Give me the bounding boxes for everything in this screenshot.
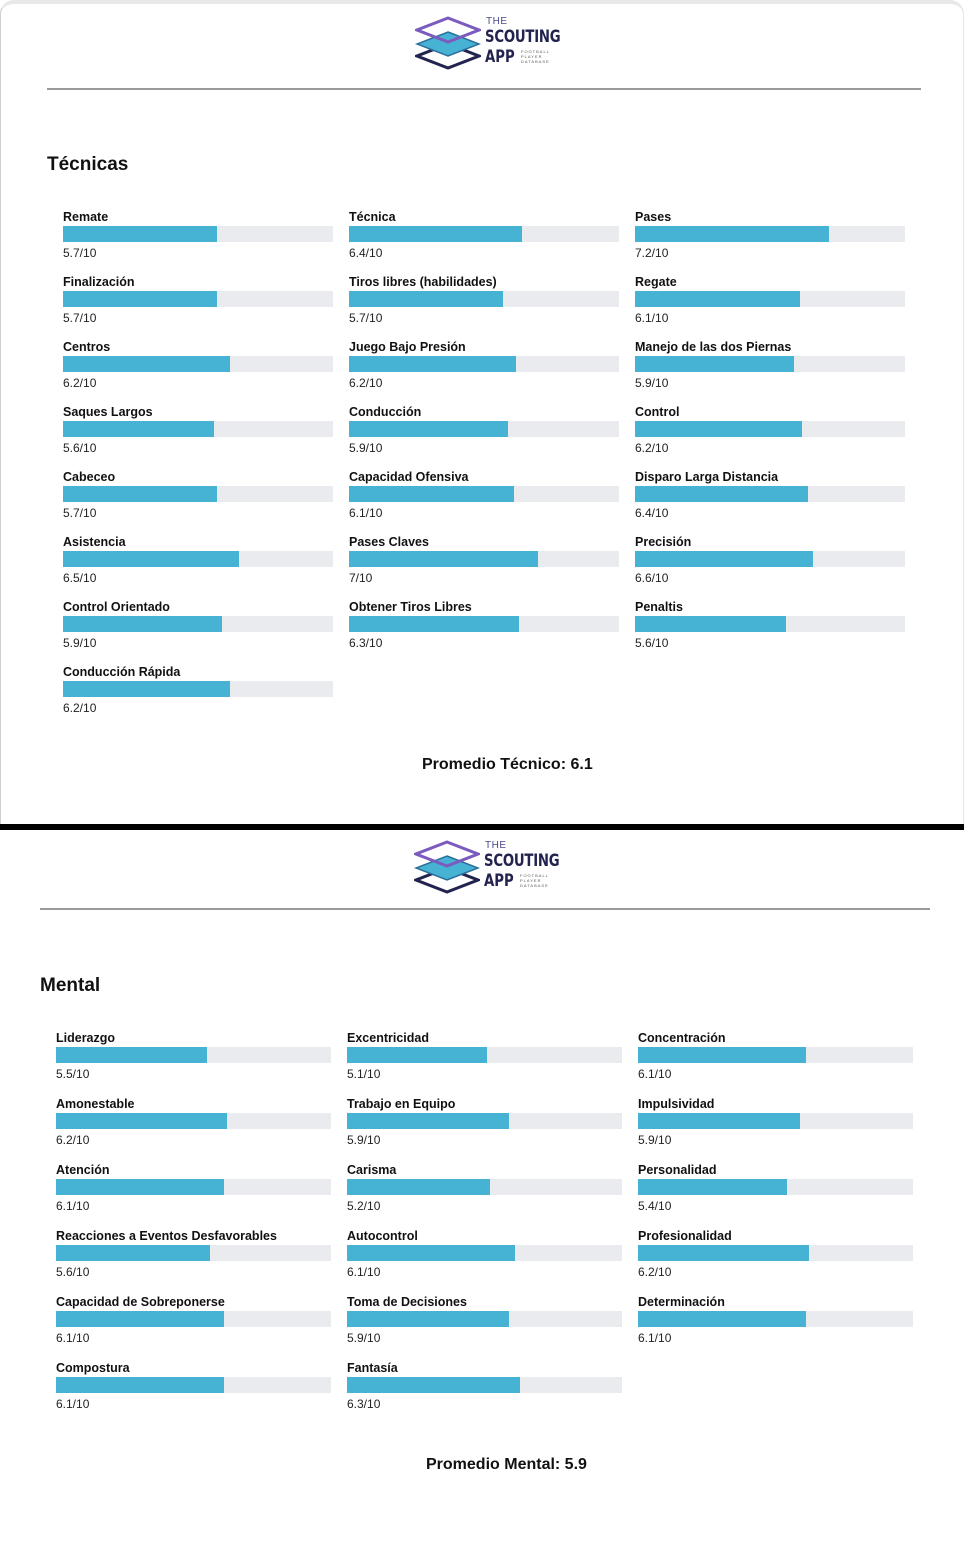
attribute-bar-track — [347, 1047, 622, 1063]
attribute-bar-track — [63, 356, 333, 372]
attribute-name: Atención — [56, 1163, 110, 1177]
attribute-bar-track — [63, 486, 333, 502]
attribute-bar-fill — [635, 551, 813, 567]
attribute-score: 5.9/10 — [63, 636, 97, 650]
attribute-bar-track — [349, 616, 619, 632]
attribute-item — [349, 470, 619, 526]
attribute-score: 6.1/10 — [635, 311, 669, 325]
attribute-item — [63, 535, 333, 591]
attribute-item — [63, 405, 333, 461]
attribute-name: Regate — [635, 275, 677, 289]
attribute-item — [349, 600, 619, 656]
attribute-score: 6.6/10 — [635, 571, 669, 585]
attribute-bar-fill — [635, 356, 794, 372]
attribute-score: 5.5/10 — [56, 1067, 90, 1081]
attribute-bar-track — [63, 681, 333, 697]
attribute-score: 6.2/10 — [63, 701, 97, 715]
attribute-name: Control — [635, 405, 680, 419]
attribute-bar-track — [63, 291, 333, 307]
attribute-bar-fill — [349, 421, 508, 437]
attribute-item — [347, 1295, 622, 1351]
attribute-item — [63, 210, 333, 266]
attribute-bar-track — [56, 1179, 331, 1195]
attribute-bar-fill — [638, 1113, 800, 1129]
attribute-item — [347, 1163, 622, 1219]
attribute-name: Compostura — [56, 1361, 130, 1375]
attribute-name: Concentración — [638, 1031, 726, 1045]
attribute-bar-track — [56, 1047, 331, 1063]
section-title: Técnicas — [47, 154, 129, 175]
logo-scouting: SCOUTING — [485, 27, 561, 47]
attribute-bar-track — [63, 226, 333, 242]
attribute-name: Capacidad de Sobreponerse — [56, 1295, 225, 1309]
attribute-score: 5.7/10 — [63, 311, 97, 325]
attribute-bar-track — [638, 1113, 913, 1129]
logo-the: THE — [486, 16, 508, 27]
attribute-name: Juego Bajo Presión — [349, 340, 466, 354]
attribute-score: 6.1/10 — [56, 1331, 90, 1345]
attribute-name: Liderazgo — [56, 1031, 116, 1045]
attribute-score: 5.7/10 — [349, 311, 383, 325]
attribute-bar-track — [638, 1245, 913, 1261]
attribute-bar-fill — [63, 356, 230, 372]
layers-logo-icon — [414, 838, 480, 894]
attribute-score: 5.4/10 — [638, 1199, 672, 1213]
attribute-name: Determinación — [638, 1295, 725, 1309]
attribute-bar-fill — [635, 616, 786, 632]
attribute-bar-fill — [347, 1113, 509, 1129]
attribute-score: 5.6/10 — [635, 636, 669, 650]
attribute-score: 5.9/10 — [347, 1133, 381, 1147]
attribute-bar-track — [635, 226, 905, 242]
attribute-bar-track — [349, 421, 619, 437]
attribute-name: Amonestable — [56, 1097, 135, 1111]
attribute-item — [349, 210, 619, 266]
attribute-score: 5.9/10 — [638, 1133, 672, 1147]
attribute-name: Disparo Larga Distancia — [635, 470, 779, 484]
attribute-score: 6.4/10 — [349, 246, 383, 260]
attribute-bar-fill — [63, 421, 214, 437]
attribute-item — [56, 1229, 331, 1285]
attribute-name: Penaltis — [635, 600, 683, 614]
attribute-bar-fill — [63, 551, 239, 567]
attribute-item — [638, 1031, 913, 1087]
attribute-name: Precisión — [635, 535, 692, 549]
attribute-bar-fill — [56, 1245, 210, 1261]
attribute-bar-track — [635, 486, 905, 502]
attribute-bar-fill — [347, 1047, 487, 1063]
scouting-app-logo — [414, 838, 560, 894]
attribute-item — [349, 405, 619, 461]
attribute-item — [56, 1163, 331, 1219]
logo-tagline-line: DATABASE — [520, 883, 549, 888]
attribute-name: Impulsividad — [638, 1097, 715, 1111]
attribute-name: Capacidad Ofensiva — [349, 470, 469, 484]
logo-the: THE — [485, 840, 507, 851]
attribute-name: Trabajo en Equipo — [347, 1097, 456, 1111]
attribute-bar-fill — [347, 1245, 515, 1261]
attribute-name: Control Orientado — [63, 600, 170, 614]
attribute-bar-fill — [56, 1377, 224, 1393]
attribute-bar-fill — [349, 356, 516, 372]
attribute-bar-fill — [56, 1113, 227, 1129]
attribute-bar-track — [638, 1047, 913, 1063]
attribute-bar-track — [56, 1377, 331, 1393]
attribute-bar-fill — [56, 1047, 207, 1063]
attribute-bar-track — [349, 486, 619, 502]
attribute-bar-track — [635, 421, 905, 437]
attribute-item — [349, 275, 619, 331]
attribute-name: Manejo de las dos Piernas — [635, 340, 792, 354]
logo-tagline — [521, 49, 550, 64]
attribute-score: 6.2/10 — [63, 376, 97, 390]
attribute-score: 5.1/10 — [347, 1067, 381, 1081]
attribute-bar-fill — [635, 421, 802, 437]
attribute-bar-track — [638, 1179, 913, 1195]
attribute-bar-fill — [63, 486, 217, 502]
page-mental — [0, 830, 964, 1552]
attribute-score: 7/10 — [349, 571, 373, 585]
layers-logo-icon — [415, 14, 481, 70]
attribute-item — [635, 210, 905, 266]
attribute-item — [635, 535, 905, 591]
attribute-name: Conducción Rápida — [63, 665, 181, 679]
attribute-bar-track — [347, 1179, 622, 1195]
logo-tagline — [520, 873, 549, 888]
attribute-name: Obtener Tiros Libres — [349, 600, 472, 614]
attribute-bar-track — [349, 291, 619, 307]
attribute-item — [56, 1295, 331, 1351]
attribute-name: Asistencia — [63, 535, 126, 549]
attribute-bar-track — [56, 1245, 331, 1261]
attribute-bar-track — [347, 1113, 622, 1129]
attribute-bar-track — [349, 356, 619, 372]
attribute-item — [347, 1229, 622, 1285]
attribute-score: 6.1/10 — [56, 1397, 90, 1411]
attribute-bar-fill — [347, 1311, 509, 1327]
attribute-bar-fill — [635, 486, 808, 502]
average-score: Promedio Técnico: 6.1 — [422, 756, 593, 773]
attribute-score: 6.3/10 — [349, 636, 383, 650]
attribute-bar-track — [347, 1377, 622, 1393]
attribute-score: 5.9/10 — [347, 1331, 381, 1345]
attribute-bar-fill — [63, 226, 217, 242]
logo-tagline-line: PLAYER — [520, 878, 542, 883]
attribute-name: Profesionalidad — [638, 1229, 732, 1243]
logo-app: APP — [485, 47, 515, 67]
attribute-bar-track — [349, 226, 619, 242]
attribute-item — [635, 405, 905, 461]
attribute-bar-fill — [349, 486, 514, 502]
attribute-score: 6.1/10 — [56, 1199, 90, 1213]
attribute-score: 5.7/10 — [63, 246, 97, 260]
attribute-bar-track — [56, 1113, 331, 1129]
attribute-bar-track — [349, 551, 619, 567]
attribute-name: Autocontrol — [347, 1229, 418, 1243]
attribute-bar-fill — [635, 226, 829, 242]
attribute-bar-fill — [638, 1311, 806, 1327]
attribute-score: 5.9/10 — [635, 376, 669, 390]
attribute-bar-fill — [347, 1179, 490, 1195]
attribute-score: 5.7/10 — [63, 506, 97, 520]
attribute-bar-track — [635, 551, 905, 567]
attribute-bar-track — [347, 1311, 622, 1327]
attribute-name: Reacciones a Eventos Desfavorables — [56, 1229, 277, 1243]
attribute-item — [635, 340, 905, 396]
attribute-item — [56, 1031, 331, 1087]
attribute-name: Finalización — [63, 275, 135, 289]
attribute-name: Toma de Decisiones — [347, 1295, 467, 1309]
attribute-bar-fill — [635, 291, 800, 307]
attribute-item — [638, 1163, 913, 1219]
attribute-item — [638, 1097, 913, 1153]
attribute-score: 6.4/10 — [635, 506, 669, 520]
attribute-name: Excentricidad — [347, 1031, 429, 1045]
attribute-item — [638, 1229, 913, 1285]
attribute-score: 5.6/10 — [56, 1265, 90, 1279]
attribute-name: Pases Claves — [349, 535, 429, 549]
attribute-score: 6.1/10 — [638, 1331, 672, 1345]
attribute-item — [635, 600, 905, 656]
attribute-bar-track — [635, 291, 905, 307]
attribute-score: 6.1/10 — [638, 1067, 672, 1081]
attribute-score: 6.2/10 — [349, 376, 383, 390]
attribute-name: Cabeceo — [63, 470, 116, 484]
attribute-name: Técnica — [349, 210, 396, 224]
attribute-name: Fantasía — [347, 1361, 398, 1375]
attribute-item — [349, 535, 619, 591]
attribute-bar-track — [638, 1311, 913, 1327]
attribute-bar-fill — [638, 1245, 809, 1261]
attribute-bar-fill — [63, 616, 222, 632]
attribute-bar-fill — [63, 291, 217, 307]
attribute-bar-fill — [638, 1047, 806, 1063]
attribute-item — [347, 1361, 622, 1417]
logo-tagline-line: PLAYER — [521, 54, 543, 59]
average-score: Promedio Mental: 5.9 — [426, 1456, 587, 1473]
attribute-item — [635, 470, 905, 526]
attribute-item — [56, 1361, 331, 1417]
attribute-name: Carisma — [347, 1163, 397, 1177]
logo-tagline-line: FOOTBALL — [520, 873, 549, 878]
attribute-bar-fill — [638, 1179, 787, 1195]
attribute-bar-track — [635, 616, 905, 632]
attribute-name: Centros — [63, 340, 111, 354]
attribute-item — [347, 1097, 622, 1153]
attribute-item — [347, 1031, 622, 1087]
logo-wordmark — [485, 14, 561, 70]
attribute-item — [63, 665, 333, 721]
section-title: Mental — [40, 975, 101, 996]
attribute-item — [56, 1097, 331, 1153]
attribute-bar-track — [347, 1245, 622, 1261]
attribute-name: Personalidad — [638, 1163, 717, 1177]
attribute-bar-fill — [349, 616, 519, 632]
attribute-bar-fill — [349, 551, 538, 567]
attribute-score: 6.1/10 — [347, 1265, 381, 1279]
attribute-name: Pases — [635, 210, 672, 224]
attribute-item — [63, 470, 333, 526]
attribute-bar-fill — [56, 1311, 224, 1327]
attribute-bar-track — [63, 616, 333, 632]
attribute-name: Conducción — [349, 405, 422, 419]
attribute-item — [638, 1295, 913, 1351]
attribute-score: 6.2/10 — [56, 1133, 90, 1147]
attribute-name: Remate — [63, 210, 109, 224]
logo-wordmark — [484, 838, 560, 894]
attribute-item — [635, 275, 905, 331]
attribute-bar-track — [635, 356, 905, 372]
attribute-bar-fill — [63, 681, 230, 697]
attribute-item — [63, 340, 333, 396]
attribute-score: 5.9/10 — [349, 441, 383, 455]
attribute-bar-track — [63, 421, 333, 437]
attribute-item — [63, 275, 333, 331]
attribute-item — [349, 340, 619, 396]
header-divider — [40, 908, 930, 910]
attribute-score: 6.2/10 — [635, 441, 669, 455]
attribute-bar-track — [56, 1311, 331, 1327]
attribute-name: Saques Largos — [63, 405, 153, 419]
attribute-score: 7.2/10 — [635, 246, 669, 260]
logo-scouting: SCOUTING — [484, 851, 560, 871]
attribute-score: 5.2/10 — [347, 1199, 381, 1213]
attribute-score: 6.1/10 — [349, 506, 383, 520]
attribute-bar-fill — [347, 1377, 520, 1393]
scouting-app-logo — [415, 14, 561, 70]
attribute-score: 6.2/10 — [638, 1265, 672, 1279]
attribute-bar-fill — [349, 226, 522, 242]
attribute-bar-track — [63, 551, 333, 567]
attribute-bar-fill — [56, 1179, 224, 1195]
attribute-score: 6.5/10 — [63, 571, 97, 585]
logo-tagline-line: DATABASE — [521, 59, 550, 64]
logo-app: APP — [484, 871, 514, 891]
attribute-name: Tiros libres (habilidades) — [349, 275, 497, 289]
attribute-score: 6.3/10 — [347, 1397, 381, 1411]
attribute-item — [63, 600, 333, 656]
logo-tagline-line: FOOTBALL — [521, 49, 550, 54]
attribute-score: 5.6/10 — [63, 441, 97, 455]
attribute-bar-fill — [349, 291, 503, 307]
header-divider — [47, 88, 921, 90]
